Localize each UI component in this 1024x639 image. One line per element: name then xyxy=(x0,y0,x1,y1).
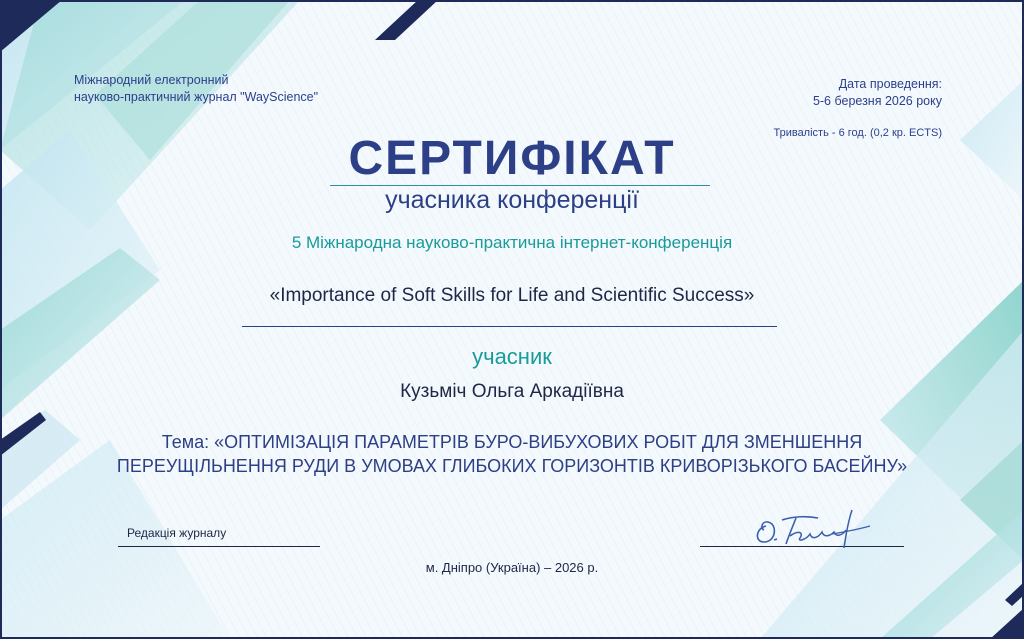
journal-line-1: Міжнародний електронний xyxy=(74,73,229,87)
certificate-title: СЕРТИФІКАТ xyxy=(348,132,676,185)
city-year: м. Дніпро (Україна) – 2026 р. xyxy=(425,560,599,575)
duration-text: Тривалість - 6 год. (0,2 кр. ECTS) xyxy=(773,127,942,139)
signature-line-left xyxy=(118,546,320,547)
date-label: Дата проведення: xyxy=(838,77,942,91)
participant-role: учасник xyxy=(472,344,552,369)
certificate-subtitle: учасника конференції xyxy=(385,186,639,214)
date-value: 5-6 березня 2026 року xyxy=(812,94,942,108)
journal-line-2: науково-практичний журнал "WayScience" xyxy=(74,90,319,104)
topic-text: Тема: «ОПТИМІЗАЦІЯ ПАРАМЕТРІВ БУРО-ВИБУХОВИХ РОБІТ ДЛЯ ЗМЕНШЕННЯ ПЕРЕУЩІЛЬНЕННЯ РУДИ В УМОВАХ ГЛИБОКИХ ГОРИЗОНТІВ КРИВОРІЗЬКОГО БАСЕЙНУ» xyxy=(116,432,908,476)
conference-description: 5 Міжнародна науково-практична інтернет-конференція xyxy=(291,233,733,252)
journal-name xyxy=(74,72,394,106)
signature-icon xyxy=(748,506,876,552)
conference-name: «Importance of Soft Skills for Life and Scientific Success» xyxy=(269,285,755,306)
event-date xyxy=(682,76,942,110)
editor-label: Редакція журналу xyxy=(127,526,227,540)
participant-name: Кузьміч Ольга Аркадіївна xyxy=(400,381,624,402)
divider-line xyxy=(242,326,777,327)
